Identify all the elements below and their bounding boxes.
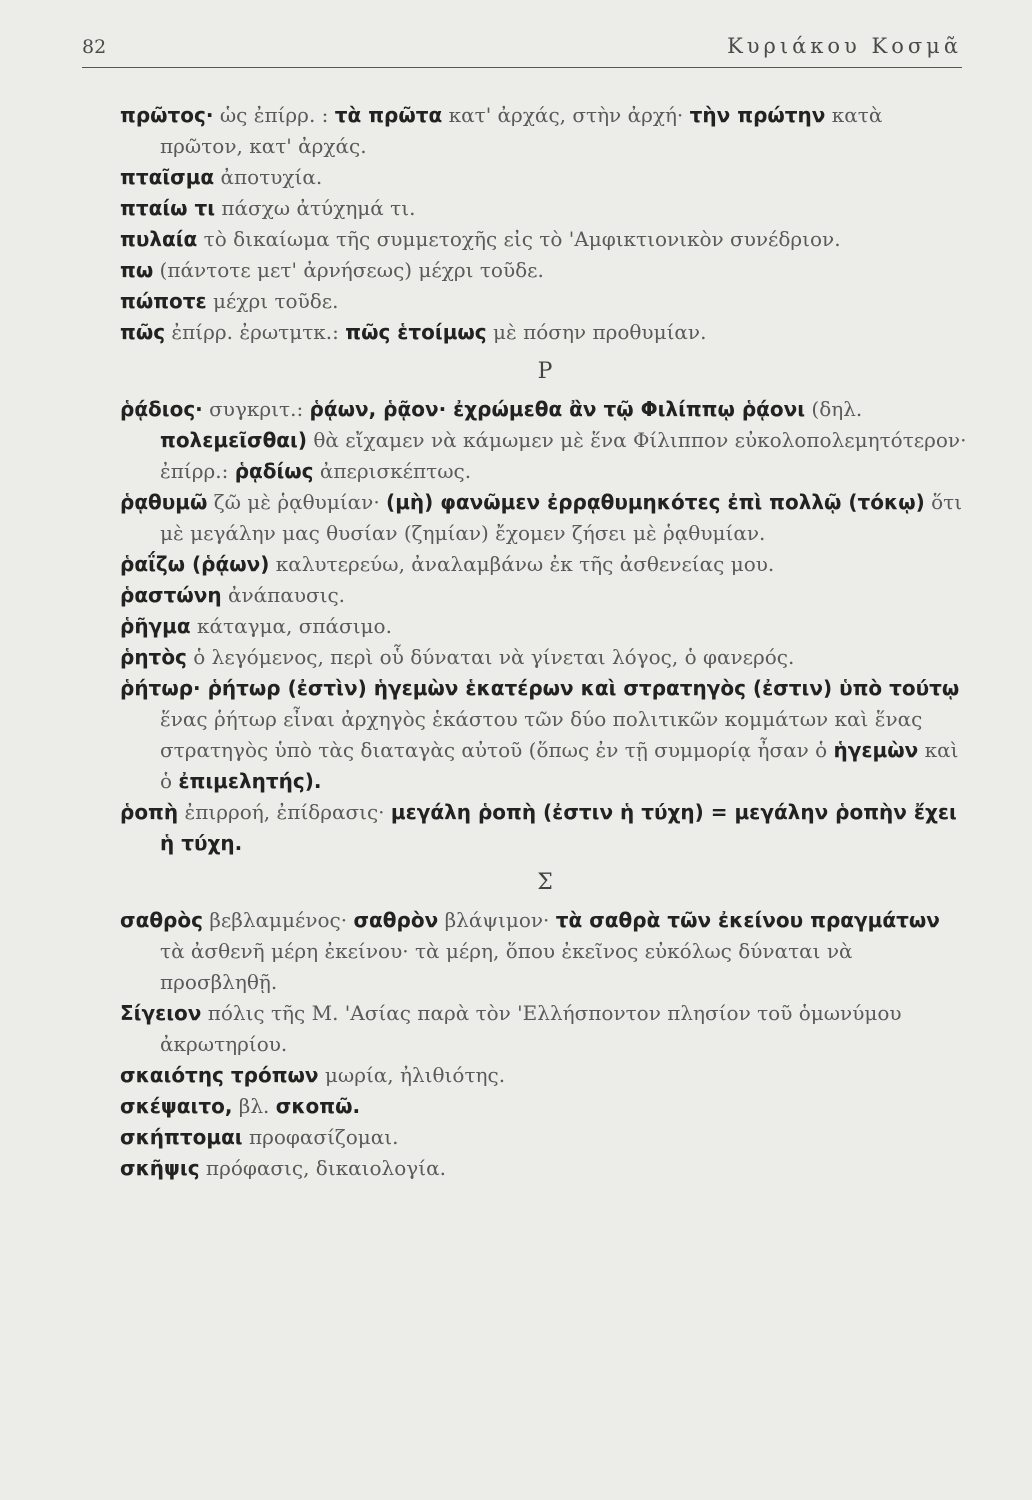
entry-phrase: τὰ πρῶτα <box>334 103 443 127</box>
glossary-entry <box>120 100 970 162</box>
glossary-entry <box>120 998 970 1060</box>
entry-phrase: ῥᾴων, ῥᾷον· ἐχρώμεθα ἂν τῷ Φιλίππῳ ῥᾴονι <box>309 397 806 421</box>
entry-lemma: ῥητὸς <box>120 645 187 669</box>
glossary-entry <box>120 580 970 611</box>
entry-lemma: ῥοπὴ <box>120 800 179 824</box>
entry-gloss: ζῶ μὲ ῥᾳθυμίαν· <box>207 490 387 514</box>
entry-gloss: συγκριτ.: <box>202 397 310 421</box>
glossary-entry <box>120 286 970 317</box>
entry-lemma: ῥήτωρ· <box>120 676 201 700</box>
entry-group-pi <box>120 100 970 348</box>
entry-phrase: ῥᾳδίως <box>234 459 314 483</box>
entry-gloss: ἕνας ῥήτωρ εἶναι ἀρχηγὸς ἑκάστου τῶν δύο πολιτικῶν κομμάτων καὶ ἕνας στρατηγὸς ὑπὸ τὰς διαταγὰς αὐτοῦ (ὅπως ἐν τῇ συμμορίᾳ ἦσαν ὁ <box>160 707 923 762</box>
glossary-entry <box>120 673 970 797</box>
entry-phrase: ῥήτωρ (ἐστὶν) ἡγεμὼν ἑκατέρων καὶ στρατηγὸς (ἐστιν) ὑπὸ τούτῳ <box>200 676 960 700</box>
entry-lemma: Σίγειον <box>120 1001 202 1025</box>
section-letter-rho: Ρ <box>537 359 553 384</box>
entry-group-rho <box>120 394 970 859</box>
entry-gloss: πρόφασις, δικαιολογία. <box>199 1156 446 1180</box>
entry-gloss: ὅτι μὲ μεγάλην μας θυσίαν (ζημίαν) ἔχομεν ζήσει μὲ ῥᾳθυμίαν. <box>160 490 963 545</box>
entry-gloss: ἀπερισκέπτως. <box>313 459 472 483</box>
entry-gloss: πόλις τῆς Μ. 'Ασίας παρὰ τὸν 'Ελλήσποντον πλησίον τοῦ ὁμωνύμου ἀκρωτηρίου. <box>160 1001 902 1056</box>
entry-gloss: βλάψιμον· <box>438 908 556 932</box>
entry-gloss: πάσχω ἀτύχημά τι. <box>215 196 416 220</box>
entry-gloss: ἐπιρροή, ἐπίδρασις· <box>178 800 391 824</box>
entry-gloss: καλυτερεύω, ἀναλαμβάνω ἐκ τῆς ἀσθενείας μου. <box>269 552 775 576</box>
entry-lemma: πταίω τι <box>120 196 216 220</box>
entry-phrase: τὰ σαθρὰ τῶν ἐκείνου πραγμάτων <box>555 908 940 932</box>
entry-lemma: ῥαστώνη <box>120 583 222 607</box>
entry-phrase: σαθρὸν <box>353 908 439 932</box>
entry-gloss: (πάντοτε μετ' ἀρνήσεως) μέχρι τοῦδε. <box>153 258 544 282</box>
glossary-entry <box>120 611 970 642</box>
entry-lemma: ῥᾴδιος· <box>120 397 203 421</box>
glossary-entry <box>120 797 970 859</box>
entry-phrase: σκοπῶ. <box>275 1094 361 1118</box>
section-letter-sigma: Σ <box>537 870 553 895</box>
entry-lemma: πώποτε <box>120 289 207 313</box>
entry-lemma: σκαιότης τρόπων <box>120 1063 319 1087</box>
glossary-entry <box>120 487 970 549</box>
entry-phrase: (μὴ) φανῶμεν ἐρρᾳθυμηκότες ἐπὶ πολλῷ (τόκῳ) <box>386 490 925 514</box>
glossary-entry <box>120 224 970 255</box>
entry-phrase: πολεμεῖσθαι) <box>160 428 307 452</box>
entry-gloss: κατὰ πρῶτον, κατ' ἀρχάς. <box>160 103 883 158</box>
glossary-entry <box>120 549 970 580</box>
entry-phrase: ἐπιμελητής). <box>178 769 322 793</box>
glossary-entry <box>120 642 970 673</box>
entry-lemma: πυλαία <box>120 227 198 251</box>
entry-lemma: σαθρὸς <box>120 908 203 932</box>
entry-gloss: μωρία, ἠλιθιότης. <box>318 1063 506 1087</box>
entry-gloss: κάταγμα, σπάσιμο. <box>190 614 392 638</box>
glossary-entry <box>120 1091 970 1122</box>
entry-gloss: θὰ εἴχαμεν νὰ κάμωμεν μὲ ἕνα Φίλιππον εὐκολοπολεμητότερον· ἐπίρρ.: <box>160 428 967 483</box>
entry-lemma: ῥαΐζω (ῥᾴων) <box>120 552 270 576</box>
glossary-entry <box>120 1153 970 1184</box>
glossary-entry <box>120 162 970 193</box>
entry-phrase: πῶς ἑτοίμως <box>345 320 487 344</box>
entry-lemma: σκῆψις <box>120 1156 200 1180</box>
entry-gloss: τὸ δικαίωμα τῆς συμμετοχῆς εἰς τὸ 'Αμφικτιονικὸν συνέδριον. <box>197 227 841 251</box>
entry-gloss: ἀποτυχία. <box>214 165 323 189</box>
entry-lemma: σκέψαιτο, <box>120 1094 233 1118</box>
entry-lemma: πῶς <box>120 320 166 344</box>
glossary-entry <box>120 255 970 286</box>
entry-gloss: καὶ ὁ <box>160 738 959 793</box>
entry-gloss: μέχρι τοῦδε. <box>206 289 339 313</box>
entry-lemma: πταῖσμα <box>120 165 215 189</box>
entry-group-sigma <box>120 905 970 1184</box>
entry-lemma: σκήπτομαι <box>120 1125 243 1149</box>
running-head: Κυριάκου Κοσμᾶ <box>727 34 962 58</box>
glossary-content <box>120 100 970 1184</box>
entry-gloss: βλ. <box>232 1094 276 1118</box>
entry-phrase: μεγάλη ῥοπὴ (ἐστιν ἡ τύχη) = μεγάλην ῥοπὴν ἔχει ἡ τύχη. <box>160 800 957 855</box>
entry-gloss: κατ' ἀρχάς, στὴν ἀρχή· <box>442 103 690 127</box>
entry-gloss: ἐπίρρ. ἐρωτμτκ.: <box>165 320 346 344</box>
entry-gloss: ὁ λεγόμενος, περὶ οὗ δύναται νὰ γίνεται λόγος, ὁ φανερός. <box>186 645 795 669</box>
entry-lemma: πρῶτος· <box>120 103 214 127</box>
entry-gloss: προφασίζομαι. <box>242 1125 399 1149</box>
entry-gloss: ἀνάπαυσις. <box>221 583 346 607</box>
entry-gloss: (δηλ. <box>805 397 863 421</box>
entry-gloss: ὡς ἐπίρρ. : <box>213 103 335 127</box>
glossary-entry <box>120 1060 970 1091</box>
entry-lemma: πω <box>120 258 154 282</box>
glossary-entry <box>120 193 970 224</box>
glossary-entry <box>120 317 970 348</box>
glossary-entry <box>120 394 970 487</box>
entry-gloss: βεβλαμμένος· <box>202 908 354 932</box>
glossary-entry <box>120 905 970 998</box>
entry-lemma: ῥῆγμα <box>120 614 191 638</box>
entry-phrase: τὴν πρώτην <box>689 103 826 127</box>
header-rule <box>82 67 962 68</box>
entry-gloss: τὰ ἀσθενῆ μέρη ἐκείνου· τὰ μέρη, ὅπου ἐκεῖνος εὐκόλως δύναται νὰ προσβληθῇ. <box>160 939 853 994</box>
entry-phrase: ἡγεμὼν <box>833 738 919 762</box>
page-number: 82 <box>82 36 107 58</box>
entry-lemma: ῥᾳθυμῶ <box>120 490 208 514</box>
glossary-entry <box>120 1122 970 1153</box>
entry-gloss: μὲ πόσην προθυμίαν. <box>486 320 707 344</box>
